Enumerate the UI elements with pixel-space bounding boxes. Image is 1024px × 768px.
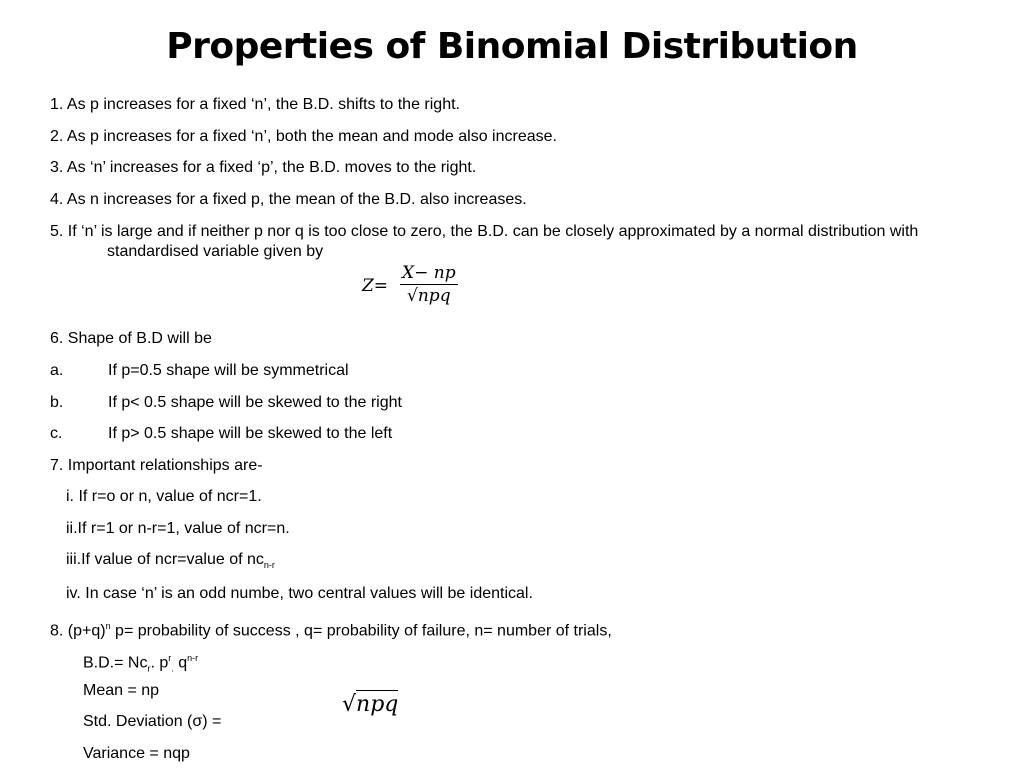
bd-sup-2: n-r — [187, 653, 199, 663]
property-2: 2. As p increases for a fixed ‘n’, both the mean and mode also increase. — [50, 128, 557, 145]
shape-b-text: If p< 0.5 shape will be skewed to the right — [108, 394, 402, 411]
property-5-continuation: standardised variable given by — [107, 243, 324, 260]
z-lhs: Z= — [362, 276, 389, 296]
shape-c-letter: c. — [50, 425, 63, 442]
z-radicand: npq — [417, 286, 451, 306]
property-4: 4. As n increases for a fixed p, the mean of the B.D. also increases. — [50, 191, 527, 208]
shape-c — [50, 424, 392, 444]
relationship-1: i. If r=o or n, value of ncr=1. — [66, 488, 262, 505]
page-title: Properties of Binomial Distribution — [166, 26, 858, 67]
relationship-4: iv. In case ‘n’ is an odd numbe, two central values will be identical. — [66, 585, 533, 602]
shape-a — [50, 361, 349, 381]
property-8-sup: n — [105, 621, 111, 631]
bd-sub-1: r — [147, 663, 151, 674]
z-denominator — [407, 285, 451, 307]
relationship-2: ii.If r=1 or n-r=1, value of ncr=n. — [66, 520, 290, 537]
bd-part-2: . p — [150, 654, 169, 672]
relationship-3-sub: n-r — [263, 560, 275, 571]
shape-a-letter: a. — [50, 362, 64, 379]
bd-formula — [83, 648, 198, 679]
std-formula — [342, 692, 398, 717]
bd-part-3: q — [173, 654, 188, 672]
property-5-text: 5. If ‘n’ is large and if neither p nor q is too close to zero, the B.D. can be closely approximated by a normal distribution with — [50, 223, 919, 240]
shape-c-text: If p> 0.5 shape will be skewed to the left — [108, 425, 393, 442]
z-fraction — [400, 262, 458, 307]
mean: Mean = np — [83, 682, 160, 699]
bd-sup-1: r — [168, 653, 172, 663]
bd-sub-2: . — [171, 663, 174, 674]
radical-icon: √ — [342, 692, 357, 717]
shape-a-text: If p=0.5 shape will be symmetrical — [108, 362, 349, 379]
std-deviation: Std. Deviation (σ) = — [83, 713, 222, 730]
property-7: 7. Important relationships are- — [50, 457, 263, 474]
property-8-text: p= probability of success , q= probability of failure, n= number of trials, — [110, 622, 612, 640]
variance: Variance = nqp — [83, 745, 190, 762]
relationship-3-text: iii.If value of ncr=value of nc — [66, 551, 264, 568]
shape-b-letter: b. — [50, 394, 64, 411]
property-5 — [50, 222, 975, 262]
z-numerator: X− np — [402, 263, 456, 283]
property-8-prefix: 8. (p+q) — [50, 622, 106, 640]
property-1: 1. As p increases for a fixed ‘n’, the B.D. shifts to the right. — [50, 96, 460, 113]
std-radicand: npq — [356, 692, 399, 717]
property-6: 6. Shape of B.D will be — [50, 330, 212, 347]
relationship-3 — [66, 550, 275, 575]
bd-part-1: B.D.= Nc — [83, 654, 148, 672]
radical-icon: √ — [407, 286, 418, 306]
property-8 — [50, 616, 612, 641]
property-3: 3. As ‘n’ increases for a fixed ‘p’, the B.D. moves to the right. — [50, 159, 477, 176]
shape-b — [50, 393, 402, 413]
